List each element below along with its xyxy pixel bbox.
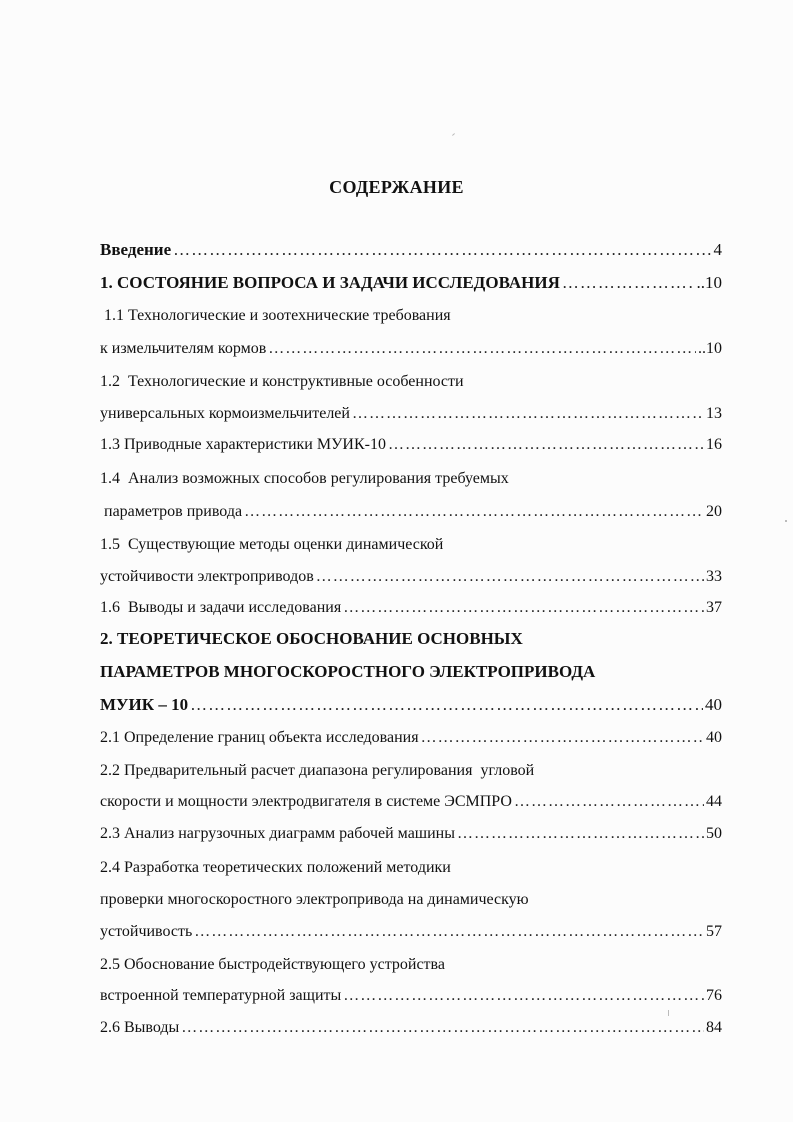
entry-text: Введение bbox=[100, 240, 172, 259]
leader-dots bbox=[421, 726, 704, 750]
scan-speck bbox=[452, 133, 455, 136]
toc-entry bbox=[100, 660, 722, 684]
entry-text: 2.6 Выводы bbox=[100, 1019, 180, 1036]
entry-text: 1.1 Технологические и зоотехнические требования bbox=[100, 307, 451, 324]
toc-entry bbox=[100, 500, 722, 524]
entry-text: 2.1 Определение границ объекта исследования bbox=[100, 729, 419, 746]
entry-text: 2.3 Анализ нагрузочных диаграмм рабочей машины bbox=[100, 825, 455, 842]
toc-entry bbox=[100, 888, 722, 912]
toc-entry bbox=[100, 370, 722, 394]
entry-text: параметров привода bbox=[100, 503, 243, 520]
toc-entry bbox=[100, 693, 722, 717]
toc-entry bbox=[100, 402, 722, 426]
toc-entry bbox=[100, 565, 722, 589]
toc-entry bbox=[100, 467, 722, 491]
leader-dots bbox=[190, 693, 703, 717]
leader-dots bbox=[173, 238, 711, 262]
entry-page: ..10 bbox=[696, 273, 722, 292]
leader-dots bbox=[181, 1016, 704, 1040]
entry-page: 13 bbox=[706, 405, 722, 422]
entry-text: устойчивости электроприводов bbox=[100, 568, 314, 585]
toc-entry bbox=[100, 627, 722, 651]
scan-speck bbox=[785, 520, 787, 522]
entry-page: ..10 bbox=[698, 340, 722, 357]
entry-text: 2.4 Разработка теоретических положений методики bbox=[100, 859, 451, 876]
entry-text: ПАРАМЕТРОВ МНОГОСКОРОСТНОГО ЭЛЕКТРОПРИВОДА bbox=[100, 662, 596, 681]
toc-entry bbox=[100, 304, 722, 328]
entry-text: 2.2 Предварительный расчет диапазона регулирования угловой bbox=[100, 762, 535, 779]
toc-entry bbox=[100, 790, 722, 814]
entry-text: 1.3 Приводные характеристики МУИК-10 bbox=[100, 436, 386, 453]
toc-entry bbox=[100, 238, 722, 262]
entry-page: 44 bbox=[706, 793, 722, 810]
toc-entry bbox=[100, 953, 722, 977]
page-title: СОДЕРЖАНИЕ bbox=[329, 177, 464, 197]
leader-dots bbox=[562, 271, 695, 295]
toc-entry bbox=[100, 822, 722, 846]
leader-dots bbox=[457, 822, 704, 846]
entry-page: 37 bbox=[706, 599, 722, 616]
entry-page: 33 bbox=[706, 568, 722, 585]
scan-speck bbox=[668, 1010, 669, 1016]
leader-dots bbox=[268, 337, 696, 361]
entry-page: 20 bbox=[706, 503, 722, 520]
toc-entry bbox=[100, 533, 722, 557]
leader-dots bbox=[388, 433, 704, 457]
entry-text: 2. ТЕОРЕТИЧЕСКОЕ ОБОСНОВАНИЕ ОСНОВНЫХ bbox=[100, 629, 523, 648]
leader-dots bbox=[194, 920, 704, 944]
entry-text: к измельчителям кормов bbox=[100, 340, 267, 357]
entry-page: 50 bbox=[706, 825, 722, 842]
entry-page: 40 bbox=[705, 695, 722, 714]
leader-dots bbox=[343, 984, 704, 1008]
entry-page: 84 bbox=[706, 1019, 722, 1036]
entry-text: устойчивость bbox=[100, 923, 193, 940]
toc-entry bbox=[100, 596, 722, 620]
toc-entry bbox=[100, 433, 722, 457]
entry-text: проверки многоскоростного электропривода на динамическую bbox=[100, 891, 529, 908]
toc-entry bbox=[100, 856, 722, 880]
entry-text: 1.2 Технологические и конструктивные особенности bbox=[100, 373, 464, 390]
entry-page: 57 bbox=[706, 923, 722, 940]
leader-dots bbox=[514, 790, 704, 814]
entry-page: 16 bbox=[706, 436, 722, 453]
toc-entry bbox=[100, 984, 722, 1008]
leader-dots bbox=[316, 565, 704, 589]
toc-entry bbox=[100, 920, 722, 944]
entry-text: 1.6 Выводы и задачи исследования bbox=[100, 599, 342, 616]
leader-dots bbox=[343, 596, 704, 620]
leader-dots bbox=[352, 402, 704, 426]
entry-text: универсальных кормоизмельчителей bbox=[100, 405, 350, 422]
entry-text: встроенной температурной защиты bbox=[100, 987, 342, 1004]
entry-page: 4 bbox=[713, 240, 722, 259]
entry-page: 40 bbox=[706, 729, 722, 746]
entry-text: скорости и мощности электродвигателя в системе ЭСМПРО bbox=[100, 793, 512, 810]
entry-text: МУИК – 10 bbox=[100, 695, 189, 714]
leader-dots bbox=[244, 500, 704, 524]
entry-text: 2.5 Обоснование быстродействующего устройства bbox=[100, 956, 445, 973]
toc-entry bbox=[100, 726, 722, 750]
toc-entry bbox=[100, 1016, 722, 1040]
entry-text: 1. СОСТОЯНИЕ ВОПРОСА И ЗАДАЧИ ИССЛЕДОВАНИЯ bbox=[100, 273, 560, 292]
entry-page: 76 bbox=[706, 987, 722, 1004]
toc-entry bbox=[100, 759, 722, 783]
entry-text: 1.4 Анализ возможных способов регулирования требуемых bbox=[100, 470, 509, 487]
toc-entry bbox=[100, 271, 722, 295]
toc-entry bbox=[100, 337, 722, 361]
entry-text: 1.5 Существующие методы оценки динамической bbox=[100, 536, 444, 553]
